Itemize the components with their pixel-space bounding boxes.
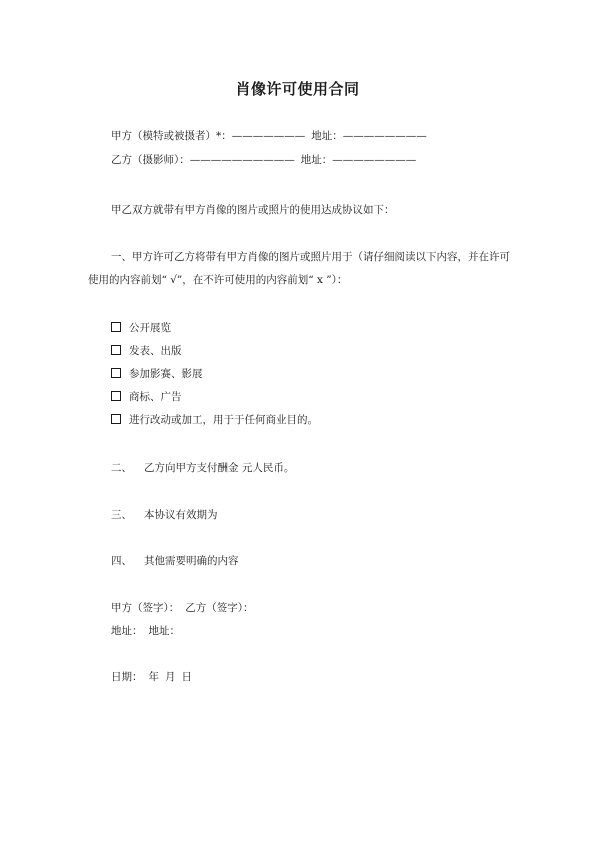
clause-4-text: 其他需要明确的内容 — [144, 555, 239, 567]
party-a-address-blank: ———————— — [342, 130, 427, 142]
option-competition[interactable] — [111, 367, 203, 381]
clause-1-line-1: 一、甲方许可乙方将带有甲方肖像的图片或照片用于（请仔细阅读以下内容，并在许可 — [111, 251, 510, 263]
party-b-line — [111, 153, 416, 167]
checkbox-icon[interactable] — [111, 322, 121, 332]
clause-3-text: 本协议有效期为 — [144, 509, 218, 521]
date-label: 日期： — [111, 671, 143, 683]
clause-3 — [111, 508, 218, 522]
party-b-address-label: 地址： — [300, 154, 333, 166]
party-a-name-blank: ——————— — [231, 130, 306, 142]
option-trademark-ad[interactable] — [111, 390, 182, 404]
option-public-exhibition[interactable] — [111, 321, 171, 335]
party-b-label: 乙方（摄影师）： — [111, 154, 190, 166]
party-b-address-blank: ———————— — [332, 154, 417, 166]
signature-address-line — [111, 624, 180, 638]
clause-4-number: 四、 — [111, 555, 132, 567]
party-a-line — [111, 129, 427, 143]
party-a-address-label: 地址： — [311, 130, 343, 142]
party-b-signature-label: 乙方（签字）： — [185, 602, 254, 614]
checkbox-icon[interactable] — [111, 345, 121, 355]
clause-3-number: 三、 — [111, 509, 132, 521]
party-a-signature-label: 甲方（签字）： — [111, 602, 180, 614]
clause-1-line-2: 使用的内容前划“ √”，在不许可使用的内容前划“ x ”）： — [88, 274, 348, 286]
option-label: 参加影赛、影展 — [129, 368, 203, 380]
clause-2 — [111, 461, 294, 475]
option-label: 发表、出版 — [129, 345, 182, 357]
clause-4 — [111, 554, 239, 568]
intro-paragraph: 甲乙双方就带有甲方肖像的图片或照片的使用达成协议如下： — [111, 204, 395, 216]
option-publish[interactable] — [111, 344, 182, 358]
clause-2-number: 二、 — [111, 462, 132, 474]
party-a-signature-address: 地址： — [111, 625, 143, 637]
date-year: 年 — [148, 671, 159, 683]
party-b-signature-address: 地址： — [148, 625, 180, 637]
clause-2-text: 乙方向甲方支付酬金 元人民币。 — [144, 462, 295, 474]
option-label: 商标、广告 — [129, 391, 182, 403]
signature-line — [111, 601, 254, 615]
party-a-label: 甲方（模特或被摄者）*： — [111, 130, 232, 142]
date-month: 月 — [165, 671, 176, 683]
option-label: 进行改动或加工，用于于任何商业目的。 — [129, 414, 318, 426]
checkbox-icon[interactable] — [111, 368, 121, 378]
document-title: 肖像许可使用合同 — [235, 80, 360, 98]
option-label: 公开展览 — [129, 322, 171, 334]
checkbox-icon[interactable] — [111, 414, 121, 424]
date-line — [111, 670, 192, 684]
checkbox-icon[interactable] — [111, 391, 121, 401]
date-day: 日 — [181, 671, 192, 683]
option-modify-commercial[interactable] — [111, 413, 318, 427]
party-b-name-blank: —————————— — [189, 154, 295, 166]
